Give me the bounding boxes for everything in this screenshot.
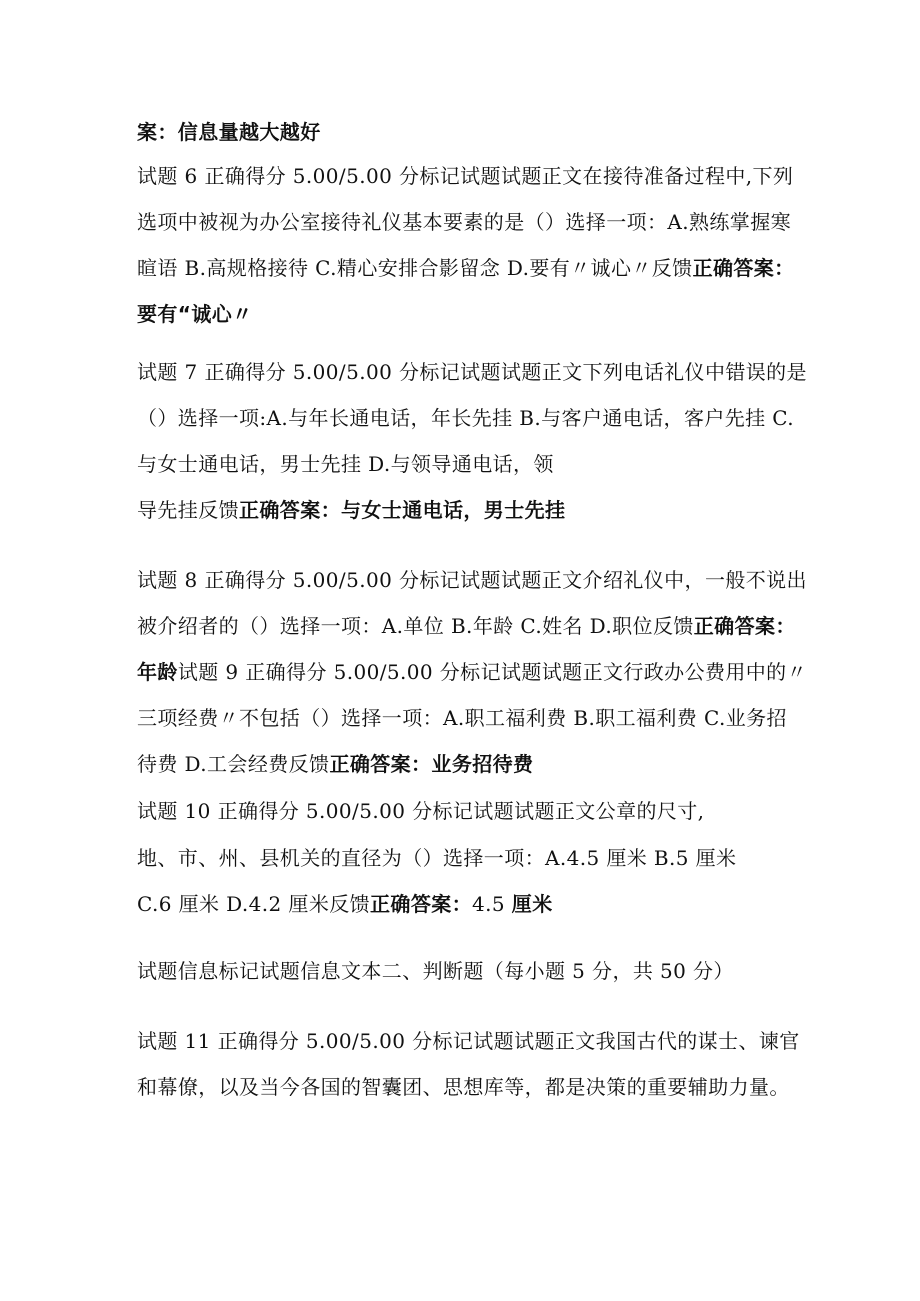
question-10-line-2 <box>137 844 797 872</box>
question-text: （）选择一项:A.与年长通电话，年长先挂 B.与客户通电话，客户先挂 C. <box>137 406 795 430</box>
section-heading <box>137 957 797 985</box>
answer-label: 正确答案： <box>692 256 795 280</box>
question-text: 地、市、州、县机关的直径为（）选择一项：A.4.5 厘米 B.5 厘米 <box>137 846 737 870</box>
question-6-line-2 <box>137 208 797 236</box>
question-9-line-1 <box>137 704 797 732</box>
question-text: 暄语 B.高规格接待 C.精心安排合影留念 D.要有〃诚心〃反馈 <box>137 256 693 280</box>
question-text: 导先挂反馈 <box>137 498 239 522</box>
question-10-line-1 <box>137 797 797 825</box>
question-7-line-4 <box>137 496 797 524</box>
question-text: 待费 D.工会经费反馈 <box>137 752 330 776</box>
question-8-line-2 <box>137 612 797 640</box>
question-6-answer <box>137 300 797 328</box>
answer-text: 正确答案：与女士通电话，男士先挂 <box>239 498 566 522</box>
question-text: 试题 6 正确得分 5.00/5.00 分标记试题试题正文在接待准备过程中,下列 <box>137 164 794 188</box>
answer-text: 正确答案：业务招待费 <box>329 752 534 776</box>
answer-text: 年龄 <box>137 660 178 684</box>
question-text: 和幕僚，以及当今各国的智囊团、思想库等，都是决策的重要辅助力量。 <box>137 1075 790 1099</box>
answer-text: 案：信息量越大越好 <box>137 120 321 144</box>
answer-number: 4.5 <box>472 892 512 916</box>
answer-label: 正确答案： <box>693 614 796 638</box>
question-6-line-3 <box>137 254 797 282</box>
question-8-line-1 <box>137 566 807 594</box>
question-text: 试题 8 正确得分 5.00/5.00 分标记试题试题正文介绍礼仪中，一般不说出 <box>137 568 807 592</box>
question-10-line-3 <box>137 890 797 918</box>
question-6-line-1 <box>137 162 797 190</box>
question-7-line-3 <box>137 450 797 478</box>
question-text: 与女士通电话，男士先挂 D.与领导通电话，领 <box>137 452 554 476</box>
answer-unit: 厘米 <box>511 892 553 916</box>
question-text: 被介绍者的（）选择一项：A.单位 B.年龄 C.姓名 D.职位反馈 <box>137 614 694 638</box>
answer-text: 要有“诚心〃 <box>137 302 253 326</box>
question-text: 试题 11 正确得分 5.00/5.00 分标记试题试题正文我国古代的谋士、谏官 <box>137 1029 800 1053</box>
question-text: C.6 厘米 D.4.2 厘米反馈 <box>137 892 371 916</box>
answer-label: 正确答案： <box>370 892 473 916</box>
question-11-line-2 <box>137 1073 797 1101</box>
question-text: 试题 7 正确得分 5.00/5.00 分标记试题试题正文下列电话礼仪中错误的是 <box>137 360 807 384</box>
question-8-line-3 <box>137 658 807 686</box>
question-text: 试题 10 正确得分 5.00/5.00 分标记试题试题正文公章的尺寸, <box>137 799 705 823</box>
question-9-line-2 <box>137 750 797 778</box>
answer-line-q5-tail <box>137 118 797 146</box>
question-11-line-1 <box>137 1027 800 1055</box>
section-text: 试题信息标记试题信息文本二、判断题（每小题 5 分，共 50 分） <box>137 959 734 983</box>
question-7-line-2 <box>137 404 797 432</box>
question-7-line-1 <box>137 358 807 386</box>
question-text: 三项经费〃不包括（）选择一项：A.职工福利费 B.职工福利费 C.业务招 <box>137 706 787 730</box>
question-text: 选项中被视为办公室接待礼仪基本要素的是（）选择一项：A.熟练掌握寒 <box>137 210 792 234</box>
question-text: 试题 9 正确得分 5.00/5.00 分标记试题试题正文行政办公费用中的〃 <box>177 660 807 684</box>
